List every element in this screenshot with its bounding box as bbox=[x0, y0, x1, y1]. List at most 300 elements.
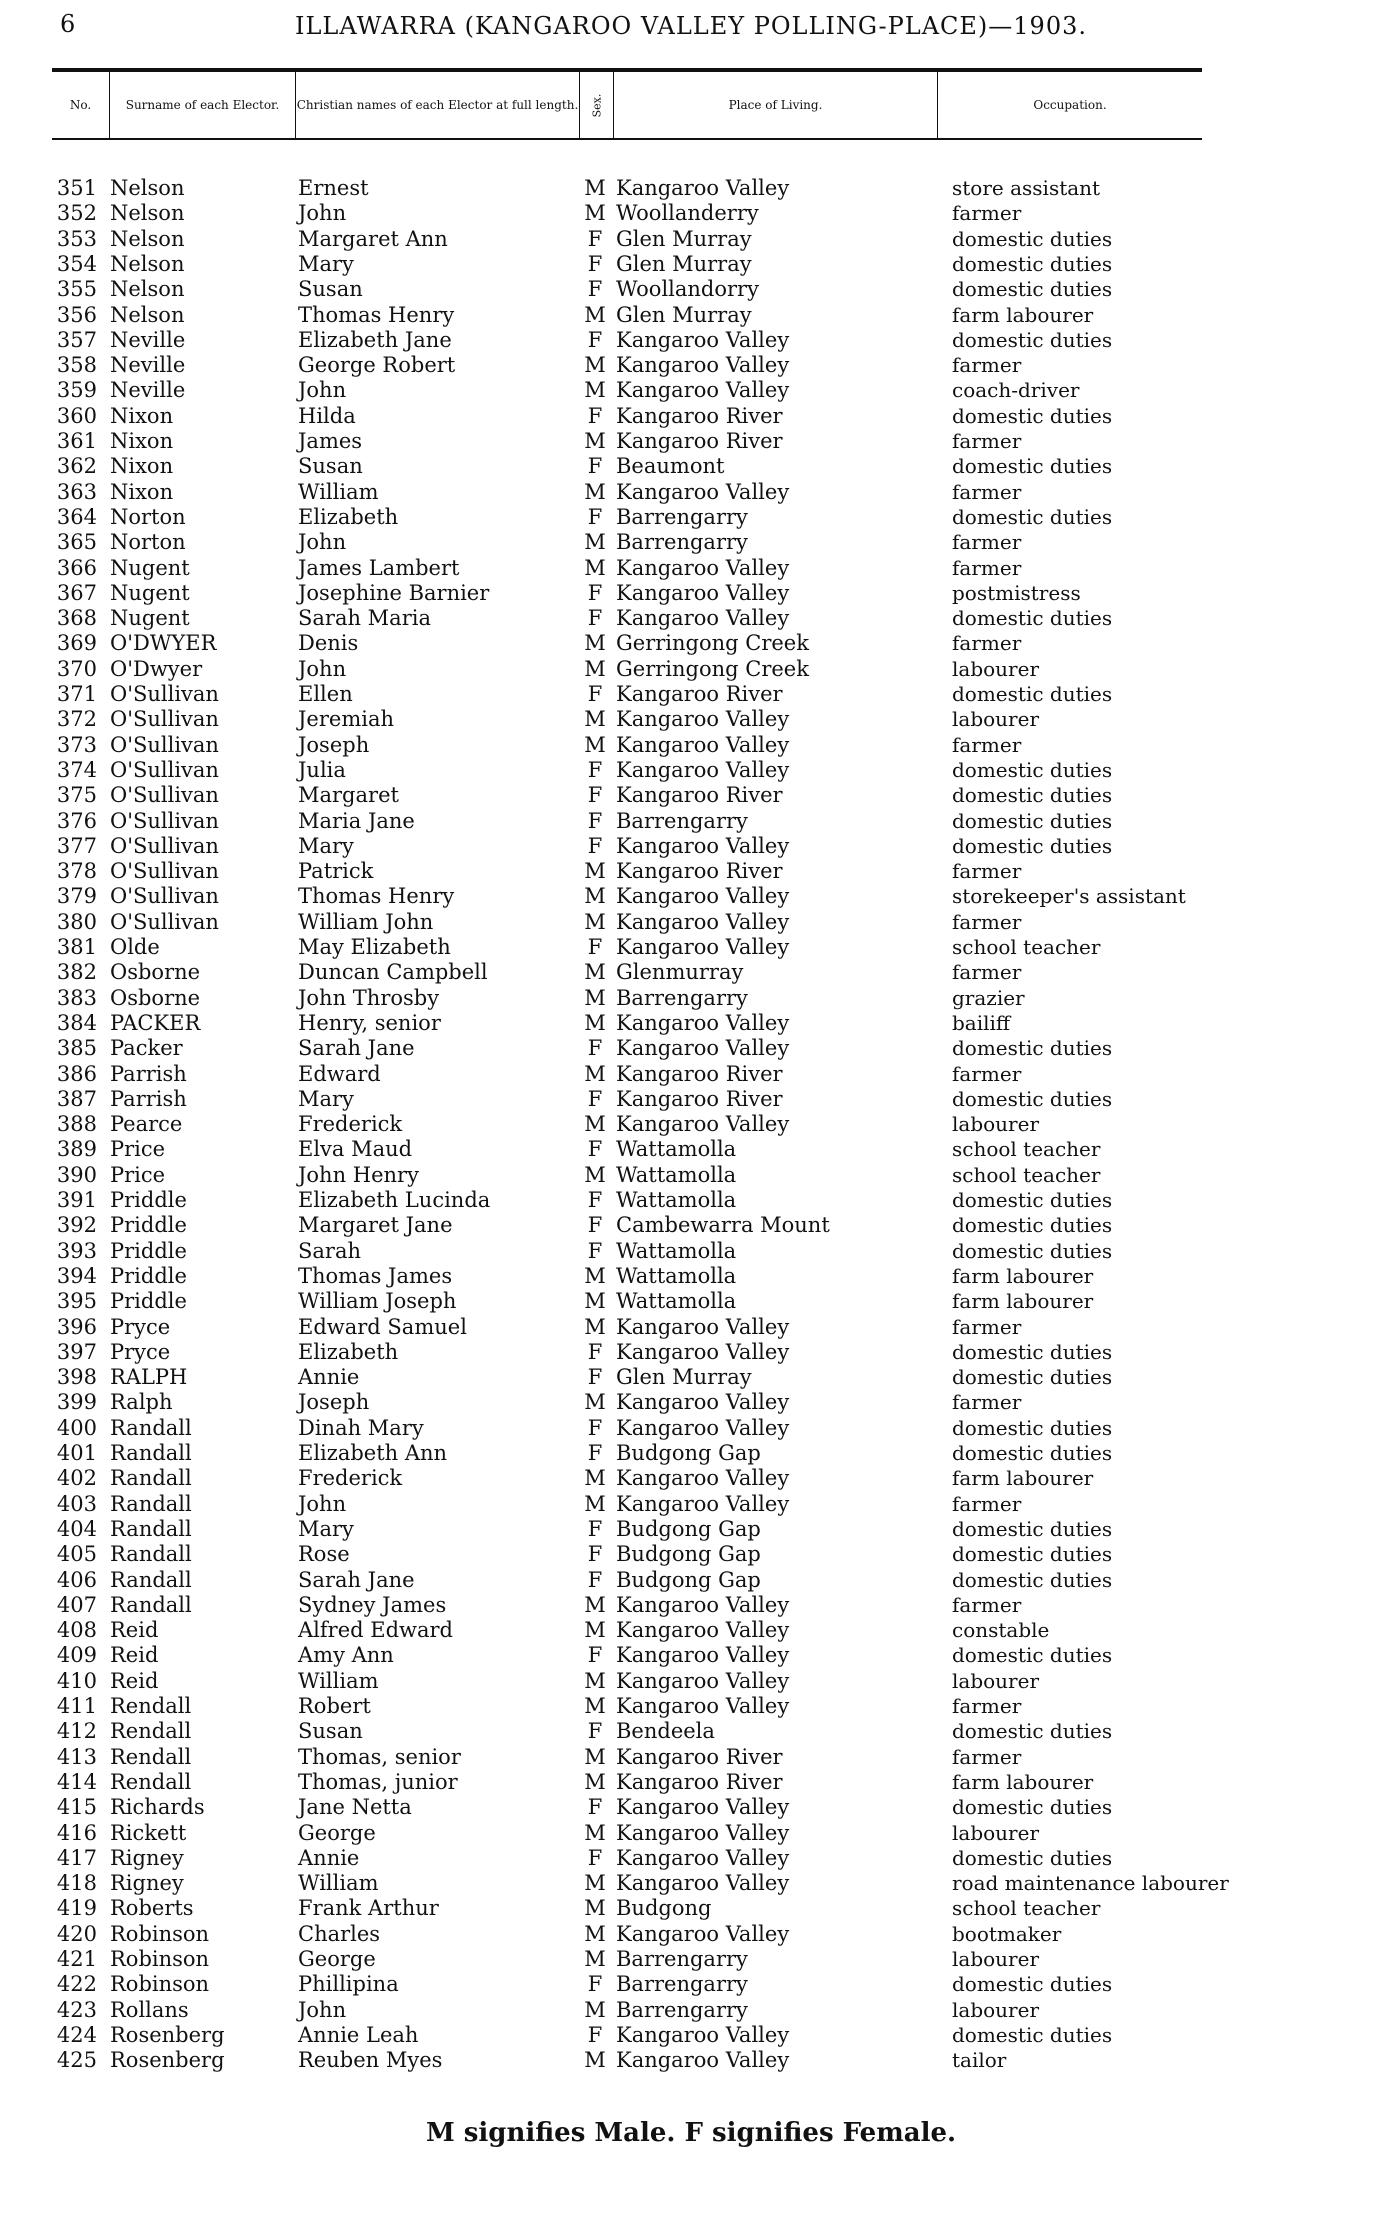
elector-place: Kangaroo Valley bbox=[616, 580, 790, 605]
elector-surname: Reid bbox=[110, 1618, 159, 1643]
elector-surname: Rollans bbox=[110, 1997, 189, 2022]
table-row bbox=[0, 859, 1382, 884]
elector-number: 351 bbox=[56, 176, 97, 200]
elector-place: Glen Murray bbox=[616, 226, 752, 251]
elector-sex: F bbox=[587, 1238, 603, 1263]
table-row bbox=[0, 1947, 1382, 1972]
elector-sex: F bbox=[587, 1567, 603, 1592]
elector-occupation: domestic duties bbox=[952, 403, 1113, 428]
elector-surname: Pearce bbox=[110, 1112, 183, 1137]
table-row bbox=[0, 1618, 1382, 1643]
elector-place: Wattamolla bbox=[616, 1263, 737, 1288]
elector-surname: Priddle bbox=[110, 1188, 187, 1212]
elector-sex: M bbox=[584, 378, 606, 403]
elector-occupation: tailor bbox=[952, 2048, 1007, 2073]
elector-sex: M bbox=[584, 1390, 606, 1415]
table-row bbox=[0, 1416, 1382, 1441]
elector-surname: O'Sullivan bbox=[110, 757, 219, 782]
table-row bbox=[0, 1568, 1382, 1593]
elector-christian-names: John bbox=[298, 1491, 347, 1516]
elector-number: 409 bbox=[56, 1643, 97, 1668]
elector-sex: F bbox=[587, 454, 603, 479]
elector-surname: Price bbox=[110, 1162, 166, 1187]
elector-occupation: farm labourer bbox=[952, 1769, 1094, 1794]
elector-christian-names: Margaret Ann bbox=[298, 226, 448, 251]
elector-occupation: labourer bbox=[952, 1668, 1040, 1693]
elector-occupation: domestic duties bbox=[952, 1188, 1113, 1212]
elector-sex: F bbox=[587, 1036, 603, 1061]
elector-occupation: farmer bbox=[952, 1744, 1022, 1769]
elector-place: Kangaroo Valley bbox=[616, 909, 790, 934]
table-row bbox=[0, 1441, 1382, 1466]
table-row bbox=[0, 429, 1382, 454]
table-row bbox=[0, 1972, 1382, 1997]
elector-surname: Roberts bbox=[110, 1896, 194, 1921]
elector-sex: M bbox=[584, 1744, 606, 1769]
table-row bbox=[0, 303, 1382, 328]
elector-christian-names: Sarah Jane bbox=[298, 1567, 415, 1592]
elector-place: Kangaroo Valley bbox=[616, 1668, 790, 1693]
elector-christian-names: Margaret bbox=[298, 783, 399, 808]
elector-surname: Priddle bbox=[110, 1213, 187, 1238]
elector-surname: O'Sullivan bbox=[110, 783, 219, 808]
table-row bbox=[0, 1188, 1382, 1213]
elector-number: 415 bbox=[56, 1795, 97, 1820]
elector-surname: Rosenberg bbox=[110, 2048, 225, 2073]
elector-number: 406 bbox=[56, 1567, 97, 1592]
elector-number: 361 bbox=[56, 429, 97, 453]
elector-place: Kangaroo Valley bbox=[616, 707, 790, 732]
elector-number: 354 bbox=[56, 251, 97, 276]
elector-number: 408 bbox=[56, 1618, 97, 1643]
table-row bbox=[0, 733, 1382, 758]
elector-surname: O'DWYER bbox=[110, 631, 217, 656]
elector-occupation: farmer bbox=[952, 353, 1022, 378]
elector-surname: Priddle bbox=[110, 1263, 187, 1288]
elector-surname: Ralph bbox=[110, 1390, 173, 1415]
elector-occupation: domestic duties bbox=[952, 1415, 1113, 1440]
elector-sex: M bbox=[584, 1263, 606, 1288]
elector-christian-names: Annie bbox=[298, 1845, 360, 1870]
elector-surname: Reid bbox=[110, 1668, 159, 1693]
table-row bbox=[0, 1087, 1382, 1112]
elector-sex: M bbox=[584, 1010, 606, 1035]
table-row bbox=[0, 1669, 1382, 1694]
elector-surname: Nelson bbox=[110, 302, 185, 327]
elector-place: Kangaroo Valley bbox=[616, 2022, 790, 2047]
elector-sex: F bbox=[587, 327, 603, 352]
elector-place: Kangaroo Valley bbox=[616, 1820, 790, 1845]
table-row bbox=[0, 1213, 1382, 1238]
elector-sex: F bbox=[587, 1719, 603, 1744]
elector-place: Wattamolla bbox=[616, 1188, 737, 1212]
elector-sex: F bbox=[587, 226, 603, 251]
table-row bbox=[0, 1062, 1382, 1087]
elector-sex: M bbox=[584, 479, 606, 504]
elector-place: Glen Murray bbox=[616, 251, 752, 276]
elector-occupation: farmer bbox=[952, 555, 1022, 580]
elector-sex: M bbox=[584, 1947, 606, 1971]
elector-sex: M bbox=[584, 884, 606, 909]
table-row bbox=[0, 986, 1382, 1011]
elector-sex: M bbox=[584, 1820, 606, 1845]
elector-sex: F bbox=[587, 1213, 603, 1238]
elector-christian-names: Elizabeth Jane bbox=[298, 327, 452, 352]
table-row bbox=[0, 176, 1382, 201]
elector-number: 380 bbox=[56, 909, 97, 934]
table-row bbox=[0, 2023, 1382, 2048]
elector-surname: O'Sullivan bbox=[110, 833, 219, 858]
elector-christian-names: Alfred Edward bbox=[298, 1618, 453, 1643]
elector-number: 383 bbox=[56, 985, 97, 1010]
elector-place: Gerringong Creek bbox=[616, 656, 809, 681]
elector-sex: M bbox=[584, 1491, 606, 1516]
elector-number: 411 bbox=[56, 1694, 97, 1718]
elector-number: 358 bbox=[56, 353, 97, 378]
elector-sex: F bbox=[587, 1643, 603, 1668]
elector-occupation: farm labourer bbox=[952, 1289, 1094, 1314]
elector-sex: M bbox=[584, 1061, 606, 1086]
elector-christian-names: Maria Jane bbox=[298, 808, 415, 833]
elector-christian-names: William bbox=[298, 479, 379, 504]
elector-place: Barrengarry bbox=[616, 1997, 748, 2022]
elector-christian-names: John bbox=[298, 201, 347, 226]
table-row bbox=[0, 910, 1382, 935]
elector-occupation: grazier bbox=[952, 985, 1025, 1010]
elector-number: 368 bbox=[56, 606, 97, 631]
elector-sex: M bbox=[584, 909, 606, 934]
elector-surname: Pryce bbox=[110, 1339, 171, 1364]
elector-place: Kangaroo Valley bbox=[616, 1036, 790, 1061]
table-header bbox=[52, 72, 1202, 140]
elector-place: Kangaroo River bbox=[616, 1086, 783, 1111]
elector-surname: Rickett bbox=[110, 1820, 187, 1845]
elector-number: 418 bbox=[56, 1871, 97, 1896]
elector-surname: Randall bbox=[110, 1567, 192, 1592]
elector-number: 403 bbox=[56, 1491, 97, 1516]
elector-place: Kangaroo Valley bbox=[616, 1795, 790, 1820]
elector-christian-names: Jeremiah bbox=[298, 707, 394, 732]
elector-surname: Nixon bbox=[110, 479, 174, 504]
elector-number: 390 bbox=[56, 1162, 97, 1187]
elector-place: Kangaroo River bbox=[616, 429, 783, 453]
elector-surname: Norton bbox=[110, 530, 186, 555]
table-row bbox=[0, 227, 1382, 252]
elector-surname: O'Sullivan bbox=[110, 859, 219, 884]
elector-surname: Neville bbox=[110, 353, 186, 378]
elector-sex: M bbox=[584, 1592, 606, 1617]
elector-occupation: domestic duties bbox=[952, 1516, 1113, 1541]
elector-occupation: labourer bbox=[952, 1820, 1040, 1845]
elector-surname: Randall bbox=[110, 1592, 192, 1617]
elector-occupation: farmer bbox=[952, 1592, 1022, 1617]
elector-place: Kangaroo Valley bbox=[616, 1871, 790, 1896]
elector-place: Kangaroo River bbox=[616, 682, 783, 706]
elector-occupation: farmer bbox=[952, 732, 1022, 757]
elector-sex: M bbox=[584, 1112, 606, 1137]
elector-christian-names: Mary bbox=[298, 1086, 354, 1111]
elector-place: Glenmurray bbox=[616, 960, 744, 985]
elector-occupation: domestic duties bbox=[952, 1036, 1113, 1061]
elector-number: 376 bbox=[56, 808, 97, 833]
elector-number: 419 bbox=[56, 1896, 97, 1921]
page-number: 6 bbox=[60, 10, 76, 38]
table-row bbox=[0, 1112, 1382, 1137]
elector-number: 423 bbox=[56, 1997, 97, 2022]
elector-surname: Rendall bbox=[110, 1744, 192, 1769]
elector-occupation: domestic duties bbox=[952, 808, 1113, 833]
column-header-surname: Surname of each Elector. bbox=[110, 72, 296, 138]
elector-christian-names: Rose bbox=[298, 1542, 350, 1567]
elector-surname: Rendall bbox=[110, 1719, 192, 1744]
elector-place: Wattamolla bbox=[616, 1162, 737, 1187]
elector-place: Kangaroo River bbox=[616, 1061, 783, 1086]
elector-surname: Robinson bbox=[110, 1921, 210, 1946]
elector-number: 416 bbox=[56, 1820, 97, 1845]
column-header-place: Place of Living. bbox=[614, 72, 938, 138]
elector-christian-names: Thomas James bbox=[298, 1263, 453, 1288]
elector-surname: O'Sullivan bbox=[110, 707, 219, 732]
elector-number: 372 bbox=[56, 707, 97, 732]
elector-occupation: farmer bbox=[952, 960, 1022, 985]
elector-christian-names: Jane Netta bbox=[298, 1795, 412, 1820]
elector-sex: M bbox=[584, 732, 606, 757]
elector-number: 374 bbox=[56, 757, 97, 782]
elector-sex: M bbox=[584, 176, 606, 200]
elector-occupation: farmer bbox=[952, 530, 1022, 555]
elector-place: Kangaroo Valley bbox=[616, 1845, 790, 1870]
table-row bbox=[0, 252, 1382, 277]
elector-number: 400 bbox=[56, 1415, 97, 1440]
table-row bbox=[0, 682, 1382, 707]
elector-christian-names: Mary bbox=[298, 833, 354, 858]
elector-place: Barrengarry bbox=[616, 504, 748, 529]
elector-number: 420 bbox=[56, 1921, 97, 1946]
elector-place: Bendeela bbox=[616, 1719, 715, 1744]
elector-number: 424 bbox=[56, 2022, 97, 2047]
table-row bbox=[0, 1239, 1382, 1264]
elector-surname: Osborne bbox=[110, 960, 201, 985]
elector-surname: Nixon bbox=[110, 454, 174, 479]
elector-surname: Neville bbox=[110, 327, 186, 352]
elector-surname: Parrish bbox=[110, 1086, 187, 1111]
elector-place: Barrengarry bbox=[616, 1947, 748, 1971]
table-row bbox=[0, 1264, 1382, 1289]
elector-christian-names: Annie bbox=[298, 1365, 360, 1390]
elector-surname: Randall bbox=[110, 1415, 192, 1440]
elector-number: 392 bbox=[56, 1213, 97, 1238]
elector-place: Woollandorry bbox=[616, 277, 759, 302]
elector-surname: Nelson bbox=[110, 251, 185, 276]
elector-occupation: farm labourer bbox=[952, 302, 1094, 327]
elector-occupation: domestic duties bbox=[952, 1365, 1113, 1390]
elector-occupation: constable bbox=[952, 1618, 1050, 1643]
table-row bbox=[0, 1466, 1382, 1491]
elector-christian-names: Amy Ann bbox=[298, 1643, 394, 1668]
elector-christian-names: John bbox=[298, 530, 347, 555]
elector-christian-names: Edward bbox=[298, 1061, 381, 1086]
elector-sex: F bbox=[587, 757, 603, 782]
elector-place: Barrengarry bbox=[616, 1972, 748, 1997]
elector-sex: F bbox=[587, 1845, 603, 1870]
column-header-christian-names: Christian names of each Elector at full length. bbox=[296, 72, 580, 138]
elector-sex: M bbox=[584, 302, 606, 327]
elector-sex: F bbox=[587, 833, 603, 858]
elector-occupation: domestic duties bbox=[952, 1213, 1113, 1238]
elector-sex: M bbox=[584, 656, 606, 681]
elector-occupation: farmer bbox=[952, 429, 1022, 453]
elector-surname: Neville bbox=[110, 378, 186, 403]
elector-place: Barrengarry bbox=[616, 985, 748, 1010]
elector-place: Kangaroo Valley bbox=[616, 327, 790, 352]
elector-surname: O'Dwyer bbox=[110, 656, 203, 681]
elector-number: 382 bbox=[56, 960, 97, 985]
elector-sex: F bbox=[587, 1441, 603, 1465]
table-row bbox=[0, 530, 1382, 555]
table-row bbox=[0, 1492, 1382, 1517]
elector-number: 396 bbox=[56, 1314, 97, 1339]
elector-christian-names: John Henry bbox=[298, 1162, 419, 1187]
elector-occupation: domestic duties bbox=[952, 277, 1113, 302]
elector-christian-names: John bbox=[298, 1997, 347, 2022]
elector-surname: Reid bbox=[110, 1643, 159, 1668]
elector-christian-names: Frederick bbox=[298, 1466, 403, 1491]
elector-sex: M bbox=[584, 1314, 606, 1339]
elector-surname: O'Sullivan bbox=[110, 732, 219, 757]
elector-surname: Olde bbox=[110, 935, 160, 959]
elector-christian-names: Thomas Henry bbox=[298, 884, 455, 909]
elector-christian-names: Susan bbox=[298, 1719, 363, 1744]
elector-place: Kangaroo River bbox=[616, 783, 783, 808]
elector-number: 410 bbox=[56, 1668, 97, 1693]
table-row bbox=[0, 809, 1382, 834]
elector-christian-names: Sarah bbox=[298, 1238, 361, 1263]
table-row bbox=[0, 960, 1382, 985]
table-row bbox=[0, 631, 1382, 656]
elector-surname: Nixon bbox=[110, 403, 174, 428]
elector-place: Budgong bbox=[616, 1896, 712, 1921]
elector-occupation: farm labourer bbox=[952, 1263, 1094, 1288]
elector-number: 387 bbox=[56, 1086, 97, 1111]
table-row bbox=[0, 1719, 1382, 1744]
elector-occupation: farmer bbox=[952, 1694, 1022, 1718]
elector-place: Kangaroo Valley bbox=[616, 1466, 790, 1491]
elector-place: Kangaroo Valley bbox=[616, 1339, 790, 1364]
elector-place: Kangaroo Valley bbox=[616, 1592, 790, 1617]
elector-christian-names: James Lambert bbox=[298, 555, 460, 580]
elector-sex: M bbox=[584, 353, 606, 378]
elector-christian-names: Henry, senior bbox=[298, 1010, 441, 1035]
elector-occupation: school teacher bbox=[952, 1162, 1101, 1187]
elector-christian-names: Margaret Jane bbox=[298, 1213, 453, 1238]
elector-occupation: bailiff bbox=[952, 1010, 1011, 1035]
elector-number: 398 bbox=[56, 1365, 97, 1390]
elector-place: Kangaroo River bbox=[616, 859, 783, 884]
elector-place: Kangaroo River bbox=[616, 403, 783, 428]
elector-christian-names: George Robert bbox=[298, 353, 456, 378]
elector-number: 364 bbox=[56, 504, 97, 529]
elector-place: Kangaroo River bbox=[616, 1744, 783, 1769]
elector-christian-names: George bbox=[298, 1947, 376, 1971]
elector-sex: M bbox=[584, 2048, 606, 2073]
elector-place: Kangaroo Valley bbox=[616, 1390, 790, 1415]
elector-number: 373 bbox=[56, 732, 97, 757]
elector-place: Barrengarry bbox=[616, 530, 748, 555]
table-row bbox=[0, 1011, 1382, 1036]
elector-number: 363 bbox=[56, 479, 97, 504]
elector-surname: Parrish bbox=[110, 1061, 187, 1086]
elector-occupation: bootmaker bbox=[952, 1921, 1062, 1946]
elector-christian-names: John bbox=[298, 656, 347, 681]
elector-christian-names: William Joseph bbox=[298, 1289, 457, 1314]
elector-surname: PACKER bbox=[110, 1010, 201, 1035]
elector-surname: Osborne bbox=[110, 985, 201, 1010]
elector-sex: M bbox=[584, 1997, 606, 2022]
page-title: ILLAWARRA (KANGAROO VALLEY POLLING-PLACE)—1903. bbox=[294, 12, 1087, 40]
table-row bbox=[0, 758, 1382, 783]
elector-christian-names: Dinah Mary bbox=[298, 1415, 424, 1440]
elector-christian-names: Charles bbox=[298, 1921, 381, 1946]
elector-christian-names: William bbox=[298, 1871, 379, 1896]
elector-number: 353 bbox=[56, 226, 97, 251]
table-row bbox=[0, 1896, 1382, 1921]
table-row bbox=[0, 935, 1382, 960]
elector-sex: F bbox=[587, 935, 603, 959]
elector-sex: M bbox=[584, 859, 606, 884]
elector-number: 391 bbox=[56, 1188, 97, 1212]
elector-christian-names: Patrick bbox=[298, 859, 374, 884]
elector-surname: Nelson bbox=[110, 277, 185, 302]
elector-place: Kangaroo Valley bbox=[616, 353, 790, 378]
elector-place: Wattamolla bbox=[616, 1289, 737, 1314]
elector-sex: M bbox=[584, 555, 606, 580]
elector-christian-names: Denis bbox=[298, 631, 359, 656]
elector-christian-names: Sarah Maria bbox=[298, 606, 431, 631]
elector-occupation: domestic duties bbox=[952, 1972, 1113, 1997]
elector-number: 370 bbox=[56, 656, 97, 681]
table-row bbox=[0, 1315, 1382, 1340]
table-row bbox=[0, 581, 1382, 606]
elector-number: 412 bbox=[56, 1719, 97, 1744]
table-row bbox=[0, 1745, 1382, 1770]
elector-sex: F bbox=[587, 1339, 603, 1364]
elector-place: Kangaroo Valley bbox=[616, 1921, 790, 1946]
elector-christian-names: William John bbox=[298, 909, 434, 934]
table-row bbox=[0, 1821, 1382, 1846]
elector-occupation: labourer bbox=[952, 1997, 1040, 2022]
elector-occupation: domestic duties bbox=[952, 1845, 1113, 1870]
elector-surname: Packer bbox=[110, 1036, 183, 1061]
table-row bbox=[0, 707, 1382, 732]
elector-christian-names: Ellen bbox=[298, 682, 353, 706]
elector-number: 371 bbox=[56, 682, 97, 706]
elector-christian-names: James bbox=[298, 429, 363, 453]
elector-sex: M bbox=[584, 1921, 606, 1946]
table-row bbox=[0, 201, 1382, 226]
elector-occupation: domestic duties bbox=[952, 1441, 1113, 1465]
elector-sex: F bbox=[587, 606, 603, 631]
elector-occupation: domestic duties bbox=[952, 783, 1113, 808]
column-header-occupation: Occupation. bbox=[1033, 97, 1107, 112]
elector-christian-names: Frederick bbox=[298, 1112, 403, 1137]
table-row bbox=[0, 454, 1382, 479]
table-row bbox=[0, 505, 1382, 530]
elector-place: Kangaroo Valley bbox=[616, 757, 790, 782]
elector-christian-names: Joseph bbox=[298, 732, 370, 757]
elector-christian-names: Edward Samuel bbox=[298, 1314, 467, 1339]
elector-place: Budgong Gap bbox=[616, 1567, 761, 1592]
elector-surname: Randall bbox=[110, 1516, 192, 1541]
